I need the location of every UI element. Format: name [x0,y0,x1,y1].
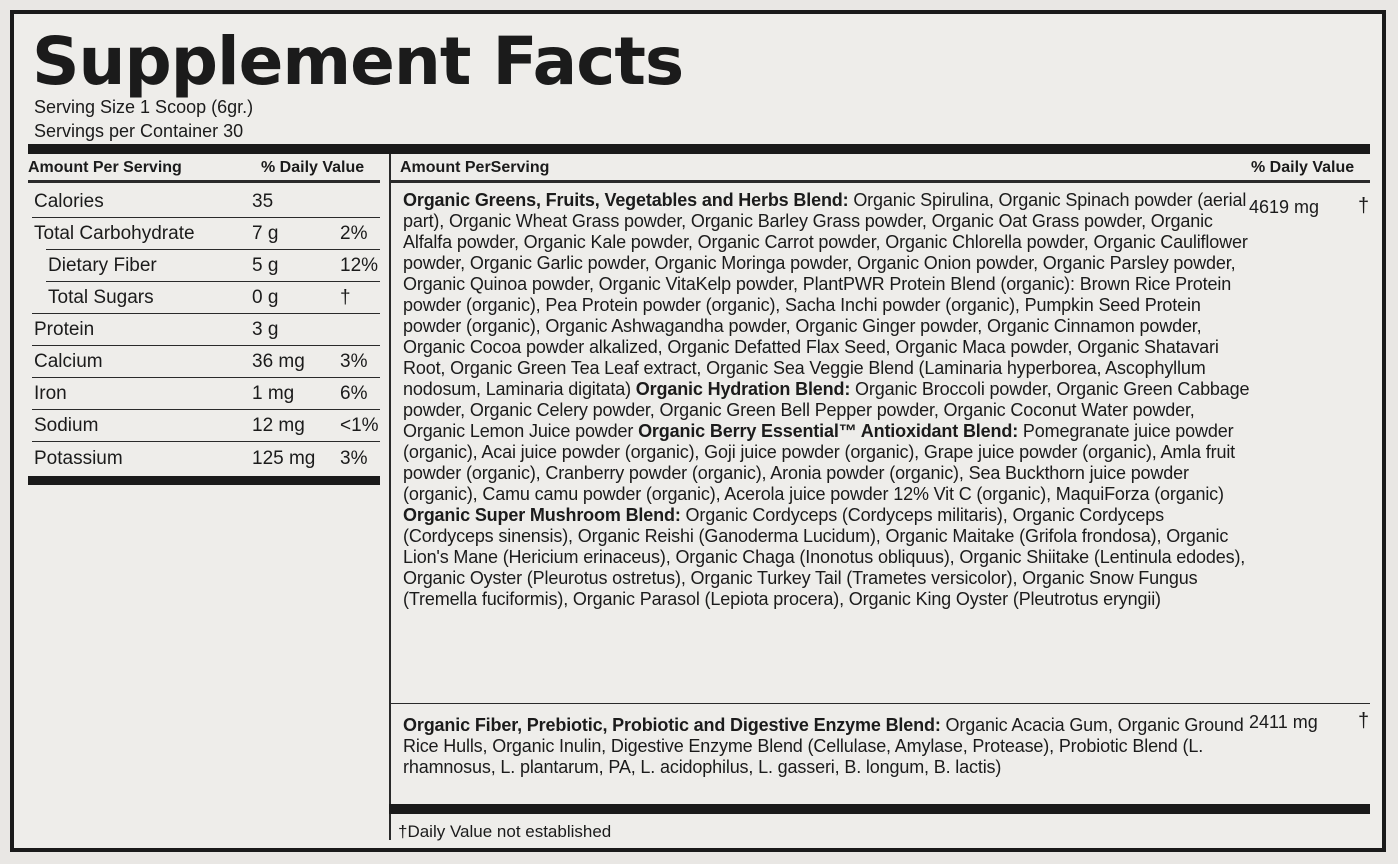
right-col-dv-header: % Daily Value [1251,159,1355,176]
nutrient-name: Dietary Fiber [48,255,157,276]
nutrient-name: Total Carbohydrate [34,223,195,244]
blend-ingredients: Organic Broccoli powder, Organic Green Cabbage powder, Organic Celery powder, Organic Green Bell Pepper powder, Organic Coconut Water powder, Organic Lemon Juice powder [403,379,1250,441]
nutrient-name: Calcium [34,351,103,372]
blend-separator [389,703,1370,704]
nutrient-row-calcium [32,346,382,378]
nutrient-row-sodium [32,410,382,442]
blend-name: Organic Greens, Fruits, Vegetables and Herbs Blend: [403,190,849,210]
column-divider [389,154,391,840]
nutrient-amount: 0 g [252,287,279,308]
nutrient-name: Sodium [34,415,99,436]
blend-ingredients: Organic Cordyceps (Cordyceps militaris), Organic Cordyceps (Cordyceps sinensis), Organic Reishi (Ganoderma Lucidum), Organic Maitake (Grifola frondosa), Organic Lion's Mane (Hericium erinaceus), Organic Chaga (Inonotus obliquus), Organic Shiitake (Lentinula edodes), Organic Oyster (Pleurotus ostretus), Organic Turkey Tail (Trametes versicolor), Organic Snow Fungus (Tremella fuciformis), Organic Parasol (Lepiota procera), Organic King Oyster (Pleutrotus eryngii) [403,505,1246,609]
greens-blend-amount: 4619 mg [1249,197,1320,217]
nutrient-dv: 6% [340,383,368,404]
left-bottom-bar [28,476,380,485]
nutrient-name: Calories [34,191,104,212]
greens-blend-description [403,190,1253,610]
nutrient-row-calories [32,186,382,218]
fiber-blend-amount: 2411 mg [1249,712,1318,732]
blend-name: Organic Super Mushroom Blend: [403,505,681,525]
blend-ingredients: Pomegranate juice powder (organic), Acai juice powder (organic), Goji juice powder (organic), Grape juice powder (organic), Amla fruit powder (organic), Cranberry powder (organic), Aronia powder (organic), Sea Buckthorn juice powder (organic), Camu camu powder (organic), Acerola juice powder 12% Vit C (organic), MaquiForza (organic) [403,421,1236,504]
supplement-facts-panel [10,10,1386,852]
nutrient-amount: 1 mg [252,383,295,404]
nutrient-row-protein [32,314,382,346]
left-col-amount-header: Amount Per Serving [28,159,182,176]
blend-name: Organic Hydration Blend: [635,379,851,399]
blend-ingredients: Organic Acacia Gum, Organic Ground Rice Hulls, Organic Inulin, Digestive Enzyme Blend (Cellulase, Amylase, Protease), Probiotic Blend (L. rhamnosus, L. plantarum, PA, L. acidophilus, L. gasseri, B. longum, B. lactis) [403,715,1244,777]
right-header-rule [389,180,1370,183]
nutrient-amount: 35 [252,191,274,212]
nutrient-amount: 12 mg [252,415,305,436]
serving-size: Serving Size 1 Scoop (6gr.) [34,97,254,117]
left-col-dv-header: % Daily Value [261,159,365,176]
greens-blend-dv: † [1358,195,1370,217]
nutrient-row-iron [32,378,382,410]
nutrient-row-potassium [32,443,382,475]
fiber-blend-dv: † [1358,710,1370,732]
nutrient-dv: 3% [340,351,368,372]
nutrient-row-dietary-fiber [32,250,382,282]
top-divider [28,144,1370,154]
nutrient-name: Iron [34,383,67,404]
blend-name: Organic Berry Essential™ Antioxidant Blend: [638,421,1019,441]
nutrient-amount: 5 g [252,255,279,276]
nutrient-name: Potassium [34,448,123,469]
nutrient-amount: 7 g [252,223,279,244]
nutrient-amount: 3 g [252,319,279,340]
nutrient-dv: 3% [340,448,368,469]
panel-title: Supplement Facts [32,23,684,100]
nutrient-dv: † [340,287,351,308]
fiber-blend-description [403,715,1253,778]
left-header-rule [28,180,380,183]
nutrient-name: Protein [34,319,95,340]
nutrient-amount: 36 mg [252,351,305,372]
nutrient-dv: 2% [340,223,368,244]
blend-name: Organic Fiber, Prebiotic, Probiotic and Digestive Enzyme Blend: [403,715,941,735]
nutrient-row-total-sugars [32,282,382,314]
blend-ingredients: Organic Spirulina, Organic Spinach powder (aerial part), Organic Wheat Grass powder, Organic Barley Grass powder, Organic Oat Grass powder, Organic Alfalfa powder, Organic Kale powder, Organic Carrot powder, Organic Chlorella powder, Organic Cauliflower powder, Organic Garlic powder, Organic Moringa powder, Organic Onion powder, Organic Parsley powder, Organic Quinoa powder, Organic VitaKelp powder, PlantPWR Protein Blend (organic): Brown Rice Protein powder (organic), Pea Protein powder (organic), Sacha Inchi powder (organic), Pumpkin Seed Protein powder (organic), Organic Ashwagandha powder, Organic Ginger powder, Organic Cinnamon powder, Organic Cocoa powder alkalized, Organic Defatted Flax Seed, Organic Maca powder, Organic Shatavari Root, Organic Green Tea Leaf extract, Organic Sea Veggie Blend (Laminaria hyperborea, Ascophyllum nodosum, Laminaria digitata) [403,190,1248,399]
servings-per-container: Servings per Container 30 [34,121,244,141]
row-separator [32,441,380,442]
right-bottom-bar [389,804,1370,814]
right-col-amount-header: Amount PerServing [400,159,550,176]
nutrient-row-total-carbohydrate [32,218,382,250]
nutrient-name: Total Sugars [48,287,154,308]
nutrient-dv: <1% [340,415,379,436]
footnote: †Daily Value not established [398,822,612,841]
nutrient-amount: 125 mg [252,448,316,469]
nutrient-dv: 12% [340,255,379,276]
